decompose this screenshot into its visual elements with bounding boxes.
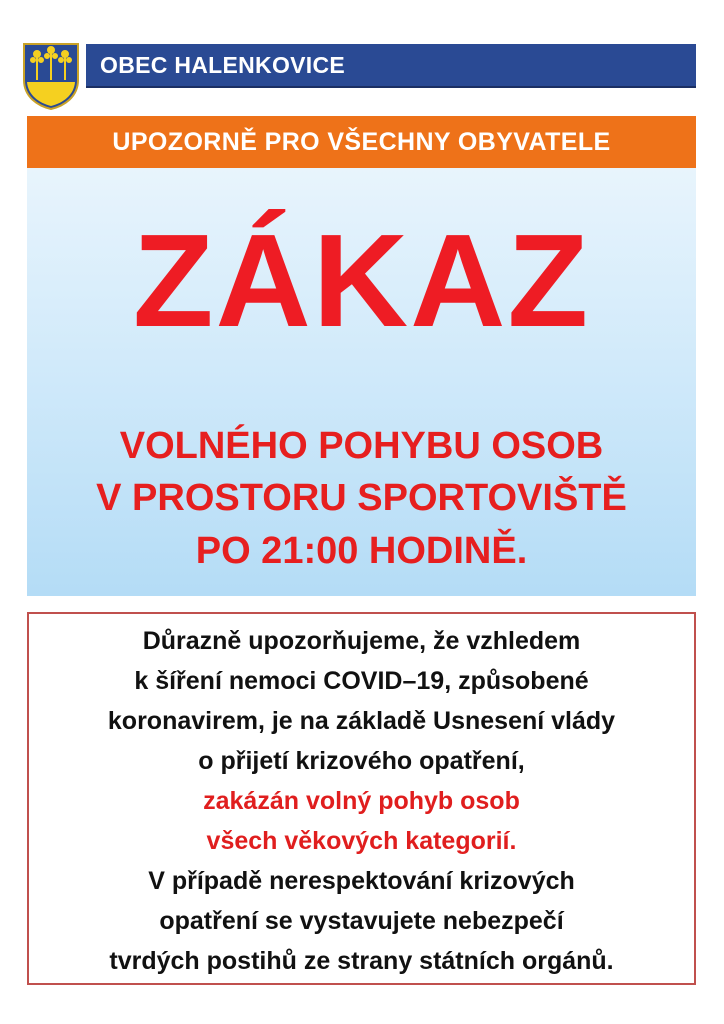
- body-line-9: tvrdých postihů ze strany státních orgánů.: [109, 947, 614, 975]
- municipality-name: OBEC HALENKOVICE: [100, 51, 346, 78]
- coat-of-arms-icon: [22, 42, 80, 110]
- subline-2: V PROSTORU SPORTOVIŠTĚ: [96, 477, 627, 519]
- body-line-1: Důrazně upozorňujeme, že vzhledem: [142, 627, 581, 655]
- body-line-4: o přijetí krizového opatření,: [198, 747, 525, 775]
- subline-3: PO 21:00 HODINĚ.: [195, 530, 528, 572]
- body-line-3: koronavirem, je na základě Usnesení vlády: [107, 707, 616, 735]
- audience-banner: [27, 116, 696, 168]
- explanation-box: [27, 612, 696, 985]
- body-line-2: k šíření nemoci COVID–19, způsobené: [134, 667, 589, 695]
- headline-ban: ZÁKAZ: [132, 207, 591, 354]
- notice-panel: [27, 116, 696, 596]
- body-line-7: V případě nerespektování krizových: [148, 867, 575, 895]
- audience-text: UPOZORNĚ PRO VŠECHNY OBYVATELE: [112, 127, 611, 156]
- body-line-6-emphasis: všech věkových kategorií.: [206, 827, 517, 855]
- body-line-5-emphasis: zakázán volný pohyb osob: [203, 787, 520, 815]
- municipality-header: [86, 44, 696, 88]
- body-line-8: opatření se vystavujete nebezpečí: [159, 907, 564, 935]
- subline-1: VOLNÉHO POHYBU OSOB: [119, 425, 604, 467]
